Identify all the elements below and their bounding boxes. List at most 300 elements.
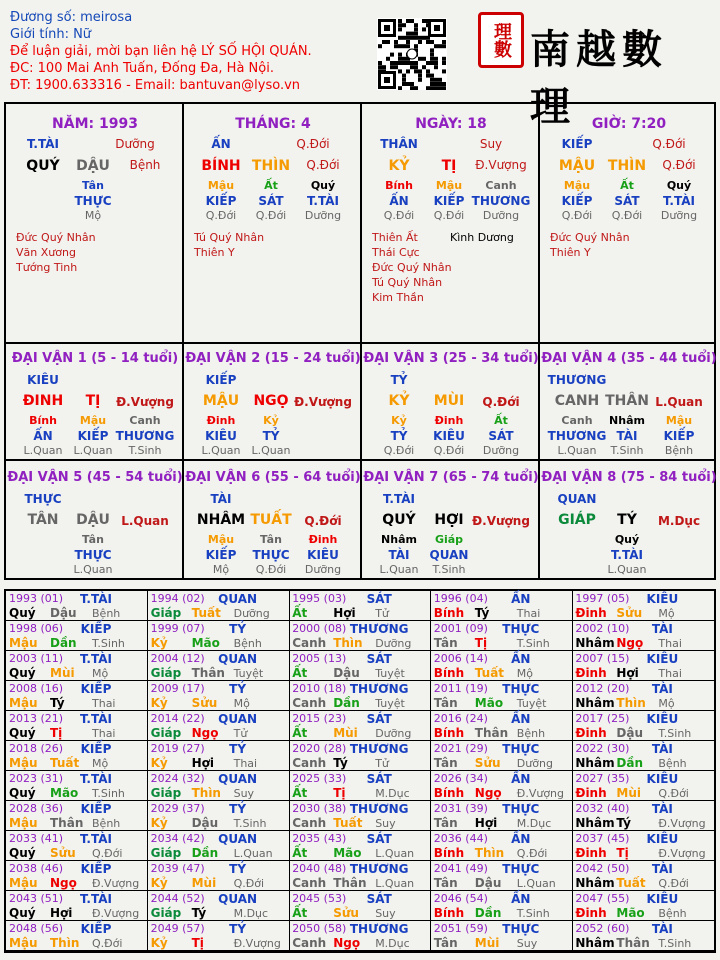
dai-van-stem: NHÂM: [196, 512, 246, 528]
hidden-stem: Bính: [385, 179, 413, 192]
hidden-god: T.TÀI: [307, 194, 339, 208]
year-stem: Mậu: [9, 876, 38, 890]
year-cell: [289, 651, 431, 681]
star: Kim Thần: [372, 291, 424, 304]
year-god: T.TÀI: [80, 892, 112, 906]
dai-van-stage: L.Quan: [121, 514, 169, 528]
year-cell: [148, 621, 290, 651]
dai-van-title: ĐẠI VẬN 1 (5 - 14 tuổi): [11, 351, 179, 366]
year-stem: Giáp: [150, 906, 182, 920]
year-stem: Đinh: [575, 846, 607, 860]
year-stage: Thai: [92, 727, 116, 740]
year-stage: Q.Đới: [233, 877, 265, 890]
hidden-stem: Đinh: [206, 414, 236, 427]
hidden-stem: Tân: [82, 179, 104, 192]
year-label: 2044 (52): [150, 892, 205, 905]
hidden-stem: Nhâm: [381, 533, 417, 546]
year-stem: Kỷ: [150, 696, 168, 710]
star: Thiên Y: [550, 246, 591, 259]
year-branch: Dần: [616, 756, 643, 770]
year-branch: Tuất: [50, 756, 80, 770]
year-label: 2020 (28): [292, 742, 347, 755]
year-stage: Tuyệt: [375, 697, 405, 710]
year-god: SÁT: [366, 712, 392, 726]
hidden-god: ẤN: [33, 429, 53, 443]
hidden-stage: Q.Đới: [383, 444, 415, 457]
year-stem: Giáp: [150, 606, 182, 620]
year-stem: Ất: [292, 666, 308, 680]
year-branch: Mão: [50, 786, 79, 800]
pillar-stem: BÍNH: [201, 158, 241, 174]
dai-van-branch: DẬU: [76, 512, 110, 528]
hidden-stage: L.Quan: [23, 444, 63, 457]
dai-van-stem: MẬU: [202, 393, 240, 409]
year-cell: [6, 891, 148, 921]
year-cell: [572, 591, 714, 621]
year-stage: Q.Đới: [92, 847, 123, 860]
year-branch: Tuất: [333, 816, 363, 830]
year-stage: Mộ: [516, 667, 534, 680]
annual-luck-table: [4, 589, 716, 953]
pillar-stage-top: Q.Đới: [652, 137, 686, 151]
year-label: 2032 (40): [575, 802, 630, 815]
year-branch: Dần: [50, 636, 77, 650]
year-cell: [148, 591, 290, 621]
year-cell: [6, 831, 148, 861]
dai-van-5: [4, 461, 182, 580]
hidden-stage: L.Quan: [379, 563, 419, 576]
year-branch: Mùi: [616, 786, 641, 800]
year-stem: Bính: [433, 606, 465, 620]
hidden-stage: T.Sinh: [610, 444, 644, 457]
year-label: 2035 (43): [292, 832, 347, 845]
year-cell: [289, 591, 431, 621]
hidden-stem: Ất: [620, 179, 634, 192]
year-label: 2013 (21): [9, 712, 64, 725]
pillar-god: ẤN: [211, 137, 231, 151]
year-stem: Quý: [9, 606, 36, 620]
year-branch: Tý: [50, 696, 65, 710]
year-label: 2042 (50): [575, 862, 630, 875]
year-label: 2049 (57): [150, 922, 205, 935]
hidden-stage: L.Quan: [73, 563, 113, 576]
year-cell: [148, 651, 290, 681]
pillar-stem: KỶ: [388, 158, 410, 174]
year-god: ẤN: [511, 592, 531, 606]
hidden-god: THƯƠNG: [471, 194, 531, 208]
year-branch: Dậu: [333, 666, 360, 680]
year-branch: Mùi: [50, 666, 75, 680]
year-stem: Tân: [433, 696, 458, 710]
year-god: TÀI: [651, 802, 673, 816]
year-label: 2002 (10): [575, 622, 630, 635]
year-branch: Thân: [616, 936, 650, 950]
year-branch: Mùi: [333, 726, 358, 740]
year-god: ẤN: [511, 652, 531, 666]
hidden-stage: Q.Đới: [255, 563, 287, 576]
year-god: TỶ: [229, 802, 247, 816]
hidden-god: KIẾP: [205, 194, 237, 208]
year-stem: Mậu: [9, 756, 38, 770]
year-stage: Đ.Vượng: [658, 817, 706, 830]
year-stem: Nhâm: [575, 696, 615, 710]
year-stage: Đ.Vượng: [516, 787, 564, 800]
year-stage: Tử: [375, 607, 389, 620]
star: Đức Quý Nhân: [16, 231, 96, 244]
year-label: 2019 (27): [150, 742, 205, 755]
seal-icon: 理數: [478, 12, 524, 68]
year-stage: Bệnh: [92, 817, 121, 830]
year-cell: [148, 681, 290, 711]
year-stage: T.Sinh: [92, 637, 125, 650]
year-god: KIÊU: [646, 712, 679, 726]
year-stage: Thai: [658, 667, 682, 680]
year-stage: Tử: [375, 757, 389, 770]
year-label: 2018 (26): [9, 742, 64, 755]
hidden-god: KIẾP: [205, 548, 237, 562]
year-god: TỶ: [229, 742, 247, 756]
dai-van-god: QUAN: [557, 492, 597, 506]
year-god: SÁT: [366, 892, 392, 906]
year-stage: T.Sinh: [233, 817, 267, 830]
year-branch: Ngọ: [616, 636, 644, 650]
hidden-stage: Dưỡng: [482, 444, 520, 457]
year-branch: Sửu: [50, 846, 76, 860]
hidden-stem: Kỷ: [391, 414, 407, 427]
year-stage: Thai: [92, 697, 116, 710]
year-god: THƯƠNG: [349, 622, 409, 636]
dai-van-3: [360, 342, 538, 461]
year-cell: [6, 921, 148, 951]
year-stage: Mộ: [658, 607, 675, 620]
year-cell: [572, 861, 714, 891]
year-branch: Ngọ: [474, 786, 502, 800]
year-stem: Tân: [433, 636, 458, 650]
year-label: 2016 (24): [433, 712, 488, 725]
year-god: SÁT: [366, 652, 392, 666]
year-god: KIẾP: [80, 742, 112, 756]
header-line: Giới tính: Nữ: [10, 27, 92, 42]
dai-van-stem: QUÝ: [382, 512, 416, 528]
year-stage: L.Quan: [516, 877, 556, 890]
year-stage: M.Dục: [516, 817, 552, 830]
year-label: 2041 (49): [433, 862, 488, 875]
dai-van-branch: TUẤT: [250, 512, 292, 528]
hidden-stem: Tân: [260, 533, 282, 546]
year-branch: Hợi: [333, 606, 356, 620]
year-cell: [289, 861, 431, 891]
pillar-title: NĂM: 1993: [52, 116, 138, 132]
year-stem: Kỷ: [150, 816, 168, 830]
year-cell: [572, 831, 714, 861]
dai-van-branch: HỢI: [434, 512, 464, 528]
star: Thiên Ất: [372, 231, 418, 244]
hidden-stem: Kỷ: [263, 414, 279, 427]
year-stage: M.Dục: [375, 937, 410, 950]
year-stem: Quý: [9, 906, 36, 920]
pillar-stage-top: Dưỡng: [115, 137, 155, 151]
star: Tú Quý Nhân: [194, 231, 265, 244]
year-label: 2029 (37): [150, 802, 205, 815]
year-god: THƯƠNG: [349, 802, 409, 816]
dai-van-2: [182, 342, 360, 461]
hidden-stage: Dưỡng: [304, 209, 342, 222]
year-stem: Ất: [292, 906, 308, 920]
year-branch: Tị: [50, 726, 63, 740]
hidden-god: QUAN: [429, 548, 469, 562]
year-branch: Thìn: [616, 696, 646, 710]
year-label: 2009 (17): [150, 682, 205, 695]
year-god: T.TÀI: [80, 772, 112, 786]
year-stem: Quý: [9, 666, 36, 680]
dai-van-god: T.TÀI: [383, 492, 415, 506]
header-line: ĐT: 1900.633316 - Email: bantuvan@lyso.vn: [10, 78, 301, 93]
hidden-god: THƯƠNG: [115, 429, 175, 443]
hidden-stage: Q.Đới: [383, 209, 415, 222]
hidden-stage: L.Quan: [607, 563, 647, 576]
dai-van-stage: Đ.Vượng: [116, 395, 174, 409]
year-stem: Ất: [292, 606, 308, 620]
hidden-stem: Đinh: [308, 533, 338, 546]
year-stage: L.Quan: [233, 847, 273, 860]
year-cell: [572, 741, 714, 771]
hidden-god: KIẾP: [663, 429, 695, 443]
year-stage: L.Quan: [375, 877, 415, 890]
year-branch: Thân: [50, 816, 84, 830]
year-stage: Đ.Vượng: [92, 907, 140, 920]
year-god: T.TÀI: [80, 592, 112, 606]
year-stem: Giáp: [150, 666, 182, 680]
year-branch: Mão: [616, 906, 645, 920]
year-stem: Tân: [433, 876, 458, 890]
year-label: 2023 (31): [9, 772, 64, 785]
year-god: QUAN: [218, 592, 258, 606]
dai-van-stage: Đ.Vượng: [472, 514, 530, 528]
year-god: TỶ: [229, 622, 247, 636]
dai-van-stem: GIÁP: [558, 512, 596, 528]
year-stem: Quý: [9, 846, 36, 860]
year-branch: Tuất: [474, 666, 505, 680]
pillar-stage: Bệnh: [129, 158, 161, 172]
hidden-god: TỶ: [390, 429, 408, 443]
dai-van-branch: NGỌ: [253, 393, 289, 409]
hidden-god: TÀI: [616, 429, 638, 443]
hidden-stem: Quý: [310, 179, 336, 192]
year-god: TÀI: [651, 622, 673, 636]
year-cell: [572, 801, 714, 831]
year-god: KIÊU: [646, 772, 679, 786]
pillar-stage-top: Suy: [479, 137, 503, 151]
hidden-stage: T.Sinh: [432, 563, 466, 576]
year-stem: Giáp: [150, 846, 182, 860]
year-stage: Suy: [375, 907, 396, 920]
year-stage: T.Sinh: [92, 787, 125, 800]
year-label: 2051 (59): [433, 922, 488, 935]
year-god: THỰC: [502, 862, 540, 876]
year-cell: [289, 621, 431, 651]
year-label: 2010 (18): [292, 682, 347, 695]
dai-van-stem: CANH: [554, 393, 600, 409]
year-stage: Thai: [233, 757, 258, 770]
year-cell: [289, 771, 431, 801]
hidden-stem: Quý: [614, 533, 640, 546]
pillar-god: KIẾP: [561, 137, 593, 151]
dai-van-1: [4, 342, 182, 461]
hidden-stage: L.Quan: [557, 444, 597, 457]
year-god: KIẾP: [80, 862, 112, 876]
year-stage: Tử: [233, 727, 248, 740]
year-god: KIÊU: [646, 652, 679, 666]
year-branch: Dậu: [474, 876, 502, 890]
year-label: 2030 (38): [292, 802, 347, 815]
year-stem: Canh: [292, 636, 327, 650]
dai-van-title: ĐẠI VẬN 7 (65 - 74 tuổi): [363, 470, 539, 485]
pillar-stem: MẬU: [558, 158, 596, 174]
year-cell: [572, 891, 714, 921]
hidden-stem: Canh: [129, 414, 161, 427]
year-stage: Tuyệt: [233, 667, 264, 680]
year-cell: [148, 831, 290, 861]
year-label: 1996 (04): [433, 592, 488, 605]
hidden-stem: Mậu: [563, 179, 591, 192]
year-stage: Suy: [375, 817, 396, 830]
star: Tú Quý Nhân: [372, 276, 443, 289]
year-stem: Bính: [433, 906, 465, 920]
hidden-god: KIẾP: [561, 194, 593, 208]
year-stage: Đ.Vượng: [658, 847, 706, 860]
year-god: ẤN: [511, 712, 531, 726]
hidden-stage: L.Quan: [73, 444, 113, 457]
year-label: 1994 (02): [150, 592, 205, 605]
year-branch: Thân: [333, 876, 367, 890]
year-stage: Mộ: [233, 697, 250, 710]
hidden-stage: L.Quan: [251, 444, 291, 457]
year-cell: [289, 711, 431, 741]
year-cell: [572, 921, 714, 951]
year-god: T.TÀI: [80, 712, 112, 726]
dai-van-8: [538, 461, 716, 580]
year-god: SÁT: [366, 592, 392, 606]
hidden-god: THƯƠNG: [547, 429, 607, 443]
year-branch: Tý: [474, 606, 490, 620]
year-stage: Q.Đới: [92, 937, 123, 950]
year-label: 2026 (34): [433, 772, 488, 785]
year-cell: [6, 801, 148, 831]
year-branch: Thìn: [333, 636, 363, 650]
year-branch: Sửu: [333, 906, 359, 920]
year-stem: Kỷ: [150, 876, 168, 890]
year-cell: [572, 651, 714, 681]
year-label: 2052 (60): [575, 922, 630, 935]
year-stage: M.Dục: [375, 787, 410, 800]
hidden-god: T.TÀI: [611, 548, 643, 562]
year-stage: Mộ: [92, 757, 109, 770]
hidden-god: SÁT: [614, 194, 640, 208]
dai-van-stem: ĐINH: [22, 393, 64, 409]
year-label: 2005 (13): [292, 652, 347, 665]
year-god: QUAN: [218, 892, 258, 906]
year-stem: Canh: [292, 816, 327, 830]
year-label: 2022 (30): [575, 742, 630, 755]
dai-van-branch: MÙI: [433, 393, 465, 409]
year-stage: Dưỡng: [233, 607, 270, 620]
year-stage: Dưỡng: [375, 637, 412, 650]
year-cell: [289, 891, 431, 921]
year-stem: Tân: [433, 816, 458, 830]
year-cell: [148, 711, 290, 741]
year-stage: Q.Đới: [658, 877, 689, 890]
dai-van-stage: Q.Đới: [304, 514, 342, 528]
dai-van-4: [538, 342, 716, 461]
year-branch: Dậu: [191, 816, 219, 830]
year-stem: Mậu: [9, 636, 38, 650]
dai-van-title: ĐẠI VẬN 6 (55 - 64 tuổi): [185, 470, 361, 485]
year-cell: [431, 831, 573, 861]
hidden-stem: Giáp: [434, 533, 464, 546]
year-stem: Tân: [433, 936, 458, 950]
year-cell: [431, 591, 573, 621]
year-god: T.TÀI: [80, 832, 112, 846]
year-label: 2043 (51): [9, 892, 64, 905]
year-stage: Dưỡng: [516, 757, 553, 770]
year-stem: Bính: [433, 846, 465, 860]
year-stage: Bệnh: [516, 727, 546, 740]
year-stage: L.Quan: [375, 847, 415, 860]
year-cell: [6, 711, 148, 741]
year-cell: [6, 651, 148, 681]
year-stem: Ất: [292, 846, 308, 860]
year-stage: Q.Đới: [658, 787, 689, 800]
year-god: ẤN: [511, 772, 531, 786]
hidden-god: KIẾP: [77, 429, 109, 443]
year-label: 2045 (53): [292, 892, 347, 905]
dai-van-stage: Q.Đới: [482, 395, 520, 409]
year-stem: Tân: [433, 756, 458, 770]
year-branch: Thân: [474, 726, 509, 740]
year-label: 2031 (39): [433, 802, 488, 815]
dai-van-stage: Đ.Vượng: [294, 395, 352, 409]
year-label: 2001 (09): [433, 622, 488, 635]
year-label: 2017 (25): [575, 712, 630, 725]
year-stage: Bệnh: [92, 607, 121, 620]
year-branch: Tý: [191, 906, 207, 920]
pillar-stage-top: Q.Đới: [296, 137, 330, 151]
year-god: SÁT: [366, 832, 392, 846]
year-stage: Bệnh: [658, 757, 687, 770]
qr-code-icon[interactable]: [377, 18, 447, 90]
year-god: TÀI: [651, 862, 673, 876]
pillar-branch: DẬU: [76, 158, 110, 174]
year-stem: Canh: [292, 876, 327, 890]
year-branch: Dần: [333, 696, 360, 710]
year-stem: Nhâm: [575, 816, 615, 830]
hidden-stem: Canh: [561, 414, 593, 427]
year-branch: Thìn: [50, 936, 80, 950]
year-god: THỰC: [502, 922, 540, 936]
dai-van-title: ĐẠI VẬN 5 (45 - 54 tuổi): [7, 470, 183, 485]
hidden-god: TÀI: [388, 548, 410, 562]
year-branch: Ngọ: [50, 876, 77, 890]
year-cell: [6, 621, 148, 651]
hidden-stage: Mộ: [84, 209, 102, 222]
year-label: 2048 (56): [9, 922, 64, 935]
pillar-stage: Q.Đới: [662, 158, 696, 172]
dai-van-stage: L.Quan: [655, 395, 703, 409]
hidden-stem: Quý: [666, 179, 692, 192]
hidden-god: KIÊU: [433, 429, 465, 443]
year-label: 2050 (58): [292, 922, 347, 935]
year-cell: [431, 621, 573, 651]
